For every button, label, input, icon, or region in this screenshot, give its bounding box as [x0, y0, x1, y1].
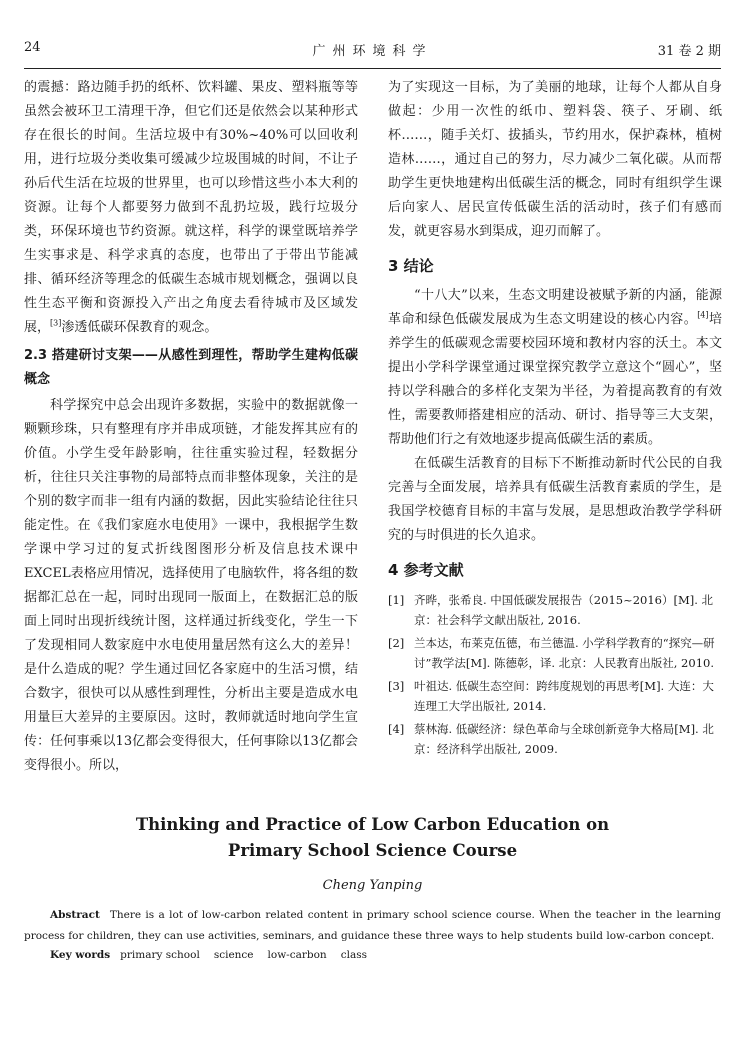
keyword: low-carbon [267, 949, 327, 961]
reference-item [388, 719, 722, 759]
reference-item [388, 676, 722, 716]
reference-number: [2] [388, 636, 405, 650]
paragraph-text: “十八大”以来，生态文明建设被赋予新的内涵，能源革命和绿色低碳发展成为生态文明建设的核心内容。 [388, 288, 722, 327]
issue-label: 31 卷 2 期 [657, 44, 721, 59]
body-paragraph: 为了实现这一目标，为了美丽的地球，让每个人都从自身做起：少用一次性的纸巾、塑料袋、筷子、牙刷、纸杯……，随手关灯、拔插头，节约用水，保护森林，植树造林……，通过自己的努力，尽力减少二氧化碳。从而帮助学生更快地建构出低碳生活的概念，同时有组织学生课后向家人、居民宣传低碳生活的活动时，孩子们有感而发，就更容易水到渠成，迎刃而解了。 [388, 80, 722, 239]
keywords-label: Key words [50, 949, 111, 961]
body-paragraph: 科学探究中总会出现许多数据，实验中的数据就像一颗颗珍珠，只有整理有序并串成项链，才能发挥其应有的价值。小学生受年龄影响，往往重实验过程，轻数据分析，往往只关注事物的局部特点而非整体现象，关注的是个别的数字而非一组有内涵的数据，因此实验结论往往只能定性。在《我们家庭水电使用》一课中，我根据学生数学课中学习过的复式折线图图形分析及信息技术课中EXCEL表格应用情况，选择使用了电脑软件，将各组的数据都汇总在一起，同时出现同一版面上，在数据汇总的版面上同时出现折线统计图，这样通过折线变化，学生一下了发现相同人数家庭中水电使用量居然有这么大的差异！是什么造成的呢？学生通过回忆各家庭中的生活习惯，结合数字，很快可以从感性到理性，分析出主要是造成水电用量巨大差异的主要原因。这时，教师就适时地向学生宣传：任何事乘以13亿都会变得很大，任何事除以13亿都会变得很小。所以， [24, 398, 358, 773]
english-keywords [24, 949, 721, 961]
english-abstract [24, 905, 721, 947]
reference-text: 叶祖达. 低碳生态空间：跨纬度规划的再思考[M]. 大连：大连理工大学出版社, 2014. [414, 679, 714, 713]
right-column [388, 76, 722, 762]
reference-item [388, 590, 722, 630]
keyword: class [340, 949, 367, 961]
english-abstract-block [24, 812, 721, 961]
reference-text: 蔡林海. 低碳经济：绿色革命与全球创新竞争大格局[M]. 北京：经济科学出版社, 2009. [414, 722, 714, 756]
keyword: primary school [120, 949, 200, 961]
page-number: 24 [24, 40, 41, 55]
paragraph-text: 渗透低碳环保教育的观念。 [61, 320, 218, 335]
body-paragraph [388, 284, 722, 452]
citation-ref: [4] [697, 310, 709, 320]
citation-ref: [3] [50, 318, 62, 328]
left-column [24, 76, 358, 778]
reference-text: 齐晔，张希良. 中国低碳发展报告（2015~2016）[M]. 北京：社会科学文献出版社, 2016. [414, 593, 714, 627]
page-header [24, 40, 721, 62]
header-divider [24, 68, 721, 69]
reference-number: [1] [388, 593, 405, 607]
english-title-line: Primary School Science Course [227, 841, 518, 860]
abstract-text: There is a lot of low-carbon related content in primary school science course. When the teacher in the learning process for children, they can use activities, seminars, and guidance these three ways to help students build low-carbon concept. [24, 909, 721, 942]
paragraph-text: 培养学生的低碳观念需要校园环境和教材内容的沃土。本文提出小学科学课堂通过课堂探究教学立意这个“圆心”，坚持以学科融合的多样化支架为半径，为着提高教育的有效性，需要教师搭建相应的活动、研讨、指导等三大支架，帮助他们行之有效地逐步提高低碳生活的素质。 [388, 312, 722, 447]
journal-name: 广州环境科学 [312, 44, 433, 59]
section-heading-references: 4 参考文献 [388, 561, 464, 579]
keyword: science [213, 949, 254, 961]
reference-number: [3] [388, 679, 405, 693]
section-heading-conclusion: 3 结论 [388, 257, 434, 275]
reference-list [388, 590, 722, 759]
abstract-label: Abstract [50, 909, 100, 921]
reference-text: 兰本达，布莱克伍德，布兰德温. 小学科学教育的“探究—研讨”教学法[M]. 陈德彰，译. 北京：人民教育出版社, 2010. [414, 636, 715, 670]
subsection-heading: 2.3 搭建研讨支架——从感性到理性，帮助学生建构低碳概念 [24, 348, 358, 387]
paragraph-text: 的震撼：路边随手扔的纸杯、饮料罐、果皮、塑料瓶等等虽然会被环卫工清理干净，但它们还是依然会以某种形式存在很长的时间。生活垃圾中有30%~40%可以回收利用，进行垃圾分类收集可缓减少垃圾围城的时间，不让子孙后代生活在垃圾的世界里，也可以珍惜这些小本大利的资源。让每个人都要努力做到不乱扔垃圾，践行垃圾分类，环保环境也节约资源。就这样，科学的课堂既培养学生实事求是、科学求真的态度，也带出了于带出节能减排、循环经济等理念的低碳生态城市规划概念，强调以良性生态平衡和资源投入产出之角度去看待城市及区域发展， [24, 80, 358, 335]
english-title-line: Thinking and Practice of Low Carbon Education on [135, 815, 610, 834]
reference-item [388, 633, 722, 673]
reference-number: [4] [388, 722, 405, 736]
body-paragraph: 在低碳生活教育的目标下不断推动新时代公民的自我完善与全面发展，培养具有低碳生活教育素质的学生，是我国学校德育目标的丰富与发展，是思想政治教学学科研究的与时俱进的长久追求。 [388, 456, 722, 543]
english-author: Cheng Yanping [322, 878, 423, 893]
english-title [24, 812, 721, 864]
body-paragraph [24, 76, 358, 340]
